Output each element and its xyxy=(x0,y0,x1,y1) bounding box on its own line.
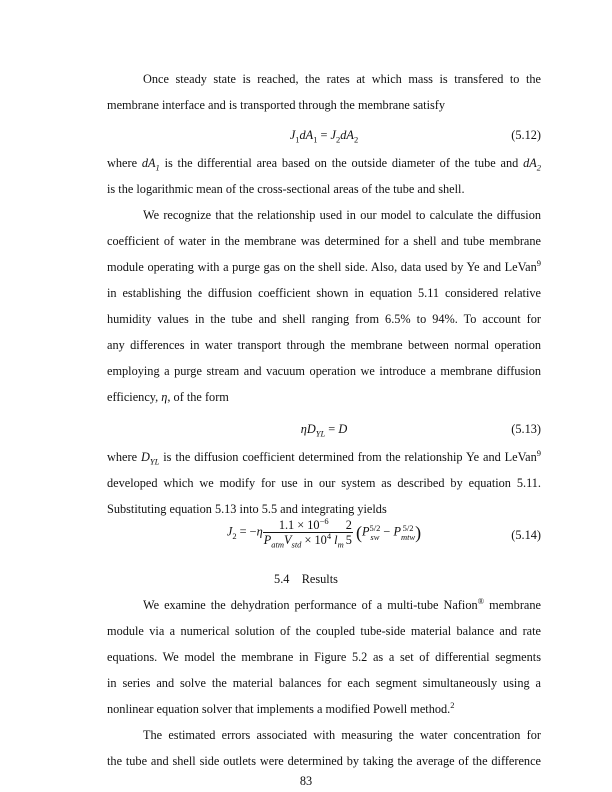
text-line xyxy=(107,676,541,690)
text-run: in series and solve the material balances for each segment simultaneously using a xyxy=(107,676,541,690)
text-run: any differences in water transport through the membrane between normal operation xyxy=(107,338,541,352)
text-run: The estimated errors associated with measuring the water concentration for xyxy=(143,728,541,742)
equation-number: (5.14) xyxy=(511,528,541,542)
text-run: We examine the dehydration performance of a multi-tube Nafion xyxy=(143,598,478,612)
text-line xyxy=(107,234,541,248)
text-line xyxy=(107,312,541,326)
text-run: efficiency, xyxy=(107,390,162,404)
text-line xyxy=(107,257,541,274)
paren: ( xyxy=(355,522,362,543)
math-symbol: D xyxy=(338,422,348,436)
equals: = xyxy=(325,422,339,436)
math-symbol: J xyxy=(289,128,296,142)
math-symbol: l xyxy=(331,533,338,547)
text-line xyxy=(107,286,541,300)
superscript: 2 xyxy=(450,699,455,710)
text-run: is the differential area based on the outside diameter of the tube and xyxy=(159,156,524,170)
paren: ) xyxy=(415,522,422,543)
equation-number: (5.12) xyxy=(511,128,541,142)
text-run: Once steady state is reached, the rates at which mass is transfered to the xyxy=(143,72,541,86)
text-line xyxy=(107,390,541,404)
text-line xyxy=(107,624,541,638)
math-symbol: P xyxy=(361,524,370,539)
text-line xyxy=(107,502,541,516)
math-symbol: V xyxy=(284,533,292,547)
text-run: the tube and shell side outlets were determined by taking the average of the difference xyxy=(107,754,541,768)
text-run: equations. We model the membrane in Figure 5.2 as a set of differential segments xyxy=(107,650,541,664)
text-run: module via a numerical solution of the coupled tube-side material balance and rate xyxy=(107,624,541,638)
subscript: 2 xyxy=(232,530,237,541)
equation-5-12 xyxy=(107,128,541,158)
denominator: 5 xyxy=(345,533,352,547)
text-run: is the diffusion coefficient determined from the relationship Ye and LeVan xyxy=(159,450,537,464)
text-line xyxy=(107,98,541,112)
text-run: developed which we modify for use in our system as described by equation 5.11. xyxy=(107,476,541,490)
math-symbol: dA xyxy=(299,128,314,142)
math-symbol: η xyxy=(300,422,307,436)
math-symbol: dA xyxy=(340,128,354,142)
subscript: 2 xyxy=(336,134,341,145)
text-line xyxy=(107,364,541,378)
text-run: where xyxy=(107,156,142,170)
math-symbol: P xyxy=(393,524,401,539)
text-run: in establishing the diffusion coefficient shown in equation 5.11 considered relative xyxy=(107,286,541,300)
equation-5-13 xyxy=(107,422,541,452)
subscript: mtw xyxy=(400,531,416,542)
numerator: 2 xyxy=(345,518,352,532)
text-line xyxy=(107,338,541,352)
equation-5-14 xyxy=(107,515,541,554)
subscript: YL xyxy=(315,428,326,439)
superscript: 4 xyxy=(326,530,332,541)
text-run: , of the form xyxy=(167,390,229,404)
text-run: where xyxy=(107,450,141,464)
text-line xyxy=(143,208,541,222)
equals: = xyxy=(317,128,331,142)
subscript: std xyxy=(291,539,302,550)
math-symbol: J xyxy=(330,128,337,142)
math-symbol: dA xyxy=(141,156,156,170)
subscript: m xyxy=(337,539,344,550)
text-line xyxy=(107,699,541,716)
denominator-term: × 10 xyxy=(301,533,327,547)
text-line xyxy=(143,728,541,742)
math-symbol: η xyxy=(161,390,168,404)
subscript: 2 xyxy=(353,134,359,145)
minus: − xyxy=(380,524,394,539)
subscript: atm xyxy=(271,539,284,550)
equation-number: (5.13) xyxy=(511,422,541,436)
text-line xyxy=(107,182,541,196)
equals: = − xyxy=(236,524,257,539)
text-run: nonlinear equation solver that implements a modified Powell method. xyxy=(107,702,451,716)
superscript: 9 xyxy=(536,447,542,458)
text-run: module operating with a purge gas on the shell side. Also, data used by Ye and LeVan xyxy=(107,260,537,274)
subscript: YL xyxy=(149,456,160,467)
section-heading: 5.4 Results xyxy=(274,572,338,586)
text-line xyxy=(107,447,542,467)
superscript: 5/2 xyxy=(402,522,414,533)
subscript: sw xyxy=(370,531,380,542)
math-symbol: D xyxy=(306,422,316,436)
fraction xyxy=(263,515,345,550)
text-run: Substituting equation 5.13 into 5.5 and integrating yields xyxy=(107,502,387,516)
math-symbol: D xyxy=(140,450,150,464)
superscript: 5/2 xyxy=(369,522,381,533)
text-line xyxy=(107,476,541,490)
text-run: membrane interface and is transported through the membrane satisfy xyxy=(107,98,446,112)
text-run: is the logarithmic mean of the cross-sectional areas of the tube and shell. xyxy=(107,182,465,196)
math-symbol: dA xyxy=(523,156,537,170)
subscript: 1 xyxy=(313,134,318,145)
text-line xyxy=(107,156,541,173)
text-run: employing a purge stream and vacuum operation we introduce a membrane diffusion xyxy=(107,364,541,378)
superscript: ® xyxy=(477,595,485,606)
superscript: 9 xyxy=(536,257,541,268)
math-symbol: J xyxy=(226,524,233,539)
math-symbol: η xyxy=(256,524,263,539)
fraction xyxy=(345,518,353,547)
text-line xyxy=(143,72,541,86)
subscript: 1 xyxy=(295,134,300,145)
page-number: 83 xyxy=(299,774,313,788)
superscript: −6 xyxy=(319,515,329,526)
math-symbol: P xyxy=(263,533,272,547)
subscript: 2 xyxy=(536,162,541,173)
text-run: membrane xyxy=(484,598,541,612)
subscript: 1 xyxy=(155,162,160,173)
text-line xyxy=(107,754,541,768)
text-line xyxy=(107,650,541,664)
numerator: 1.1 × 10 xyxy=(278,518,320,532)
text-run: humidity values in the tube and shell ranging from 6.5% to 94%. To account for xyxy=(107,312,541,326)
text-line xyxy=(143,595,541,612)
text-run: coefficient of water in the membrane was determined for a shell and tube membrane xyxy=(107,234,541,248)
text-run: We recognize that the relationship used in our model to calculate the diffusion xyxy=(143,208,541,222)
